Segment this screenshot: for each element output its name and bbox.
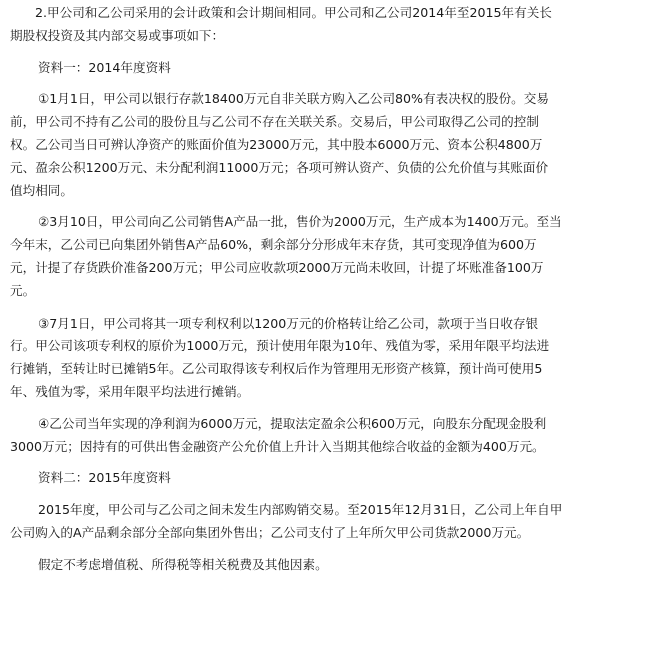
item2-line: 元。: [10, 282, 36, 298]
material2-title: 资料二：2015年度资料: [38, 470, 171, 486]
item3-line: 年、残值为零，采用年限平均法进行摊销。: [10, 383, 250, 399]
item1-line: 值均相同。: [10, 182, 73, 198]
material1-heading: [10, 57, 654, 80]
item2-paragraph: [10, 211, 654, 302]
item3-paragraph: [10, 313, 654, 404]
item4-paragraph: [10, 413, 654, 459]
item1-line: 元、盈余公积1200万元、未分配利润11000万元；各项可辨认资产、负债的公允价值与其账面价: [10, 159, 549, 175]
item4-line: ④乙公司当年实现的净利润为6000万元，提取法定盈余公积600万元，向股东分配现金股利: [38, 415, 547, 431]
intro-paragraph: [10, 2, 654, 48]
item4-line: 3000万元；因持有的可供出售金融资产公允价值上升计入当期其他综合收益的金额为400万元。: [10, 438, 545, 454]
item1-line: ①1月1日，甲公司以银行存款18400万元自非关联方购入乙公司80%有表决权的股份。交易: [38, 91, 549, 107]
item3-line: ③7月1日，甲公司将其一项专利权利以1200万元的价格转让给乙公司，款项于当日收存银: [38, 315, 539, 331]
material1-title: 资料一：2014年度资料: [38, 59, 171, 75]
item5-line: 公司购入的A产品剩余部分全部向集团外售出；乙公司支付了上年所欠甲公司货款2000万元。: [10, 524, 530, 540]
assumption-text: 假定不考虑增值税、所得税等相关税费及其他因素。: [38, 556, 328, 572]
item5-line: 2015年度，甲公司与乙公司之间未发生内部购销交易。至2015年12月31日，乙公司上年自甲: [38, 502, 563, 518]
item3-line: 行摊销，至转让时已摊销5年。乙公司取得该专利权后作为管理用无形资产核算，预计尚可使用5: [10, 361, 543, 377]
intro-line: 期股权投资及其内部交易或事项如下：: [10, 27, 225, 43]
item1-line: 权。乙公司当日可辨认净资产的账面价值为23000万元，其中股本6000万元、资本公积4800万: [10, 136, 543, 152]
item5-paragraph: [10, 499, 654, 545]
item1-paragraph: [10, 88, 654, 202]
item3-line: 行。甲公司该项专利权的原价为1000万元，预计使用年限为10年、残值为零，采用年限平均法进: [10, 338, 550, 354]
material2-heading: [10, 467, 654, 490]
item2-line: 元，计提了存货跌价准备200万元；甲公司应收款项2000万元尚未收回，计提了坏账准备100万: [10, 259, 544, 275]
item2-line: 今年末，乙公司已向集团外销售A产品60%，剩余部分分形成年末存货，其可变现净值为600万: [10, 237, 537, 253]
item1-line: 前，甲公司不持有乙公司的股份且与乙公司不存在关联关系。交易后，甲公司取得乙公司的控制: [10, 114, 539, 130]
item2-line: ②3月10日，甲公司向乙公司销售A产品一批，售价为2000万元，生产成本为1400万元。至当: [38, 214, 562, 230]
intro-line: 2.甲公司和乙公司采用的会计政策和会计期间相同。甲公司和乙公司2014年至2015年有关长: [35, 5, 552, 20]
assumption-paragraph: [10, 554, 654, 577]
